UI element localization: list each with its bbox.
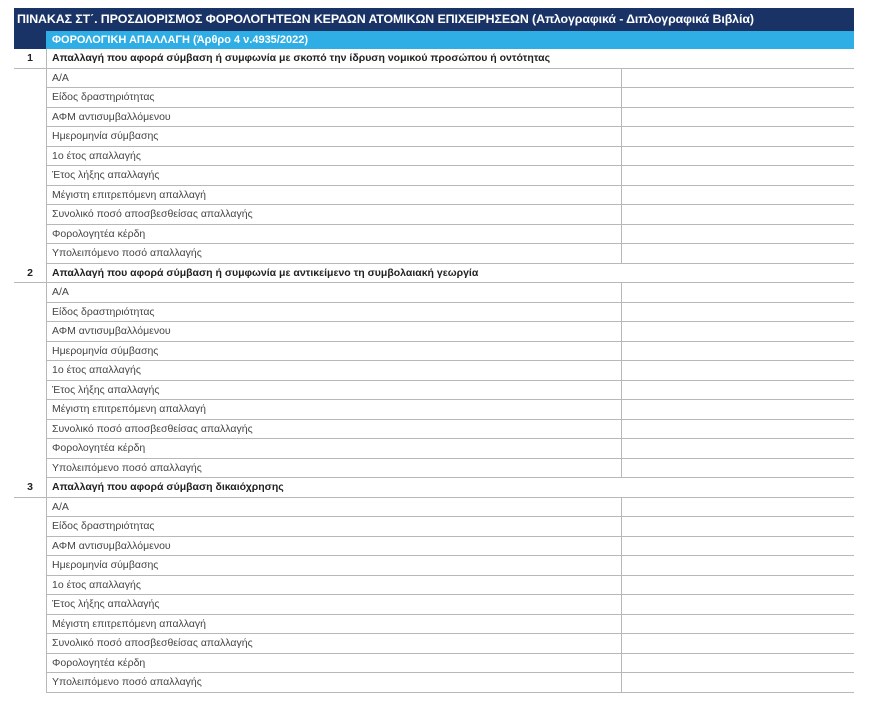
row-label: Φορολογητέα κέρδη — [46, 654, 621, 674]
row-label: Είδος δραστηριότητας — [46, 517, 621, 537]
row-value-cell[interactable] — [621, 108, 854, 128]
row-number-spacer — [14, 381, 46, 401]
row-value-cell[interactable] — [621, 147, 854, 167]
section-header — [14, 49, 854, 69]
table-row — [14, 634, 854, 654]
row-value-cell[interactable] — [621, 205, 854, 225]
table-row — [14, 127, 854, 147]
subheader-row — [14, 31, 854, 49]
table-row — [14, 205, 854, 225]
row-label: Υπολειπόμενο ποσό απαλλαγής — [46, 244, 621, 264]
row-value-cell[interactable] — [621, 166, 854, 186]
table-row — [14, 69, 854, 89]
row-number-spacer — [14, 615, 46, 635]
row-number-spacer — [14, 459, 46, 479]
table-row — [14, 673, 854, 693]
row-number-spacer — [14, 342, 46, 362]
row-value-cell[interactable] — [621, 186, 854, 206]
table-row — [14, 322, 854, 342]
row-label: Φορολογητέα κέρδη — [46, 439, 621, 459]
row-label: 1ο έτος απαλλαγής — [46, 576, 621, 596]
section-number: 3 — [27, 481, 33, 493]
row-value-cell[interactable] — [621, 517, 854, 537]
row-label: Υπολειπόμενο ποσό απαλλαγής — [46, 673, 621, 693]
row-value-cell[interactable] — [621, 361, 854, 381]
row-value-cell[interactable] — [621, 283, 854, 303]
row-number-spacer — [14, 673, 46, 693]
row-value-cell[interactable] — [621, 615, 854, 635]
row-number-spacer — [14, 88, 46, 108]
row-number-spacer — [14, 517, 46, 537]
row-value-cell[interactable] — [621, 322, 854, 342]
table-row — [14, 556, 854, 576]
row-number-spacer — [14, 576, 46, 596]
section-title: Απαλλαγή που αφορά σύμβαση δικαιόχρησης — [46, 478, 854, 497]
row-value-cell[interactable] — [621, 595, 854, 615]
table-title: ΠΙΝΑΚΑΣ ΣΤ΄. ΠΡΟΣΔΙΟΡΙΣΜΟΣ ΦΟΡΟΛΟΓΗΤΕΩΝ ΚΕΡΔΩΝ ΑΤΟΜΙΚΩΝ ΕΠΙΧΕΙΡΗΣΕΩΝ (Απλογραφικά - Διπλογραφικά Βιβλία) — [14, 8, 854, 31]
table-row — [14, 537, 854, 557]
row-value-cell[interactable] — [621, 576, 854, 596]
row-number-spacer — [14, 225, 46, 245]
table-row — [14, 283, 854, 303]
row-number-spacer — [14, 595, 46, 615]
table-row — [14, 108, 854, 128]
row-number-spacer — [14, 244, 46, 264]
section-number: 2 — [27, 266, 33, 279]
row-value-cell[interactable] — [621, 225, 854, 245]
row-number-spacer — [14, 400, 46, 420]
row-value-cell[interactable] — [621, 459, 854, 479]
row-label: Ημερομηνία σύμβασης — [46, 342, 621, 362]
table-row — [14, 342, 854, 362]
row-value-cell[interactable] — [621, 537, 854, 557]
row-number-spacer — [14, 69, 46, 89]
row-number-spacer — [14, 303, 46, 323]
row-value-cell[interactable] — [621, 381, 854, 401]
table-row — [14, 361, 854, 381]
row-number-spacer — [14, 654, 46, 674]
table-row — [14, 498, 854, 518]
table-row — [14, 381, 854, 401]
table-row — [14, 654, 854, 674]
row-value-cell[interactable] — [621, 400, 854, 420]
row-number-spacer — [14, 322, 46, 342]
row-label: Μέγιστη επιτρεπόμενη απαλλαγή — [46, 186, 621, 206]
section-title: Απαλλαγή που αφορά σύμβαση ή συμφωνία με αντικείμενο τη συμβολαιακή γεωργία — [46, 264, 854, 283]
row-label: Ημερομηνία σύμβασης — [46, 127, 621, 147]
table-row — [14, 147, 854, 167]
table-row — [14, 517, 854, 537]
row-label: Μέγιστη επιτρεπόμενη απαλλαγή — [46, 400, 621, 420]
row-label: Μέγιστη επιτρεπόμενη απαλλαγή — [46, 615, 621, 635]
row-label: ΑΦΜ αντισυμβαλλόμενου — [46, 108, 621, 128]
row-label: Φορολογητέα κέρδη — [46, 225, 621, 245]
row-value-cell[interactable] — [621, 556, 854, 576]
row-label: Συνολικό ποσό αποσβεσθείσας απαλλαγής — [46, 634, 621, 654]
row-number-spacer — [14, 108, 46, 128]
row-number-spacer — [14, 634, 46, 654]
row-label: Α/Α — [46, 69, 621, 89]
row-label: Α/Α — [46, 283, 621, 303]
row-number-spacer — [14, 205, 46, 225]
row-label: Συνολικό ποσό αποσβεσθείσας απαλλαγής — [46, 420, 621, 440]
section-number: 1 — [27, 52, 33, 64]
section-header — [14, 264, 854, 284]
table-row — [14, 186, 854, 206]
row-label: Έτος λήξης απαλλαγής — [46, 381, 621, 401]
row-number-spacer — [14, 556, 46, 576]
row-label: ΑΦΜ αντισυμβαλλόμενου — [46, 322, 621, 342]
row-number-spacer — [14, 166, 46, 186]
row-value-cell[interactable] — [621, 654, 854, 674]
section-header — [14, 478, 854, 498]
sections-container — [14, 49, 854, 693]
section-title: Απαλλαγή που αφορά σύμβαση ή συμφωνία με σκοπό την ίδρυση νομικού προσώπου ή οντότητας — [46, 49, 854, 68]
subheader-number-cell — [14, 31, 46, 49]
table-row — [14, 576, 854, 596]
row-number-spacer — [14, 127, 46, 147]
row-label: Έτος λήξης απαλλαγής — [46, 166, 621, 186]
row-label: Υπολειπόμενο ποσό απαλλαγής — [46, 459, 621, 479]
row-label: 1ο έτος απαλλαγής — [46, 361, 621, 381]
row-label: ΑΦΜ αντισυμβαλλόμενου — [46, 537, 621, 557]
row-value-cell[interactable] — [621, 69, 854, 89]
row-number-spacer — [14, 361, 46, 381]
row-label: Είδος δραστηριότητας — [46, 88, 621, 108]
row-value-cell[interactable] — [621, 244, 854, 264]
row-value-cell[interactable] — [621, 420, 854, 440]
table-row — [14, 400, 854, 420]
row-value-cell[interactable] — [621, 303, 854, 323]
table-row — [14, 595, 854, 615]
row-label: Συνολικό ποσό αποσβεσθείσας απαλλαγής — [46, 205, 621, 225]
table-row — [14, 225, 854, 245]
row-value-cell[interactable] — [621, 439, 854, 459]
table-row — [14, 459, 854, 479]
table-row — [14, 303, 854, 323]
row-value-cell[interactable] — [621, 342, 854, 362]
row-label: Ημερομηνία σύμβασης — [46, 556, 621, 576]
row-value-cell[interactable] — [621, 127, 854, 147]
row-label: Έτος λήξης απαλλαγής — [46, 595, 621, 615]
row-number-spacer — [14, 498, 46, 518]
tax-exemption-form — [14, 8, 854, 693]
row-label: 1ο έτος απαλλαγής — [46, 147, 621, 167]
row-number-spacer — [14, 420, 46, 440]
row-value-cell[interactable] — [621, 673, 854, 693]
row-number-spacer — [14, 439, 46, 459]
table-row — [14, 166, 854, 186]
row-number-spacer — [14, 283, 46, 303]
row-number-spacer — [14, 186, 46, 206]
row-label: Α/Α — [46, 498, 621, 518]
table-row — [14, 244, 854, 264]
table-row — [14, 88, 854, 108]
row-value-cell[interactable] — [621, 498, 854, 518]
row-number-spacer — [14, 537, 46, 557]
row-value-cell[interactable] — [621, 634, 854, 654]
table-row — [14, 420, 854, 440]
table-row — [14, 615, 854, 635]
row-number-spacer — [14, 147, 46, 167]
subheader-text: ΦΟΡΟΛΟΓΙΚΗ ΑΠΑΛΛΑΓΗ (Άρθρο 4 ν.4935/2022) — [46, 31, 854, 49]
row-label: Είδος δραστηριότητας — [46, 303, 621, 323]
row-value-cell[interactable] — [621, 88, 854, 108]
table-row — [14, 439, 854, 459]
